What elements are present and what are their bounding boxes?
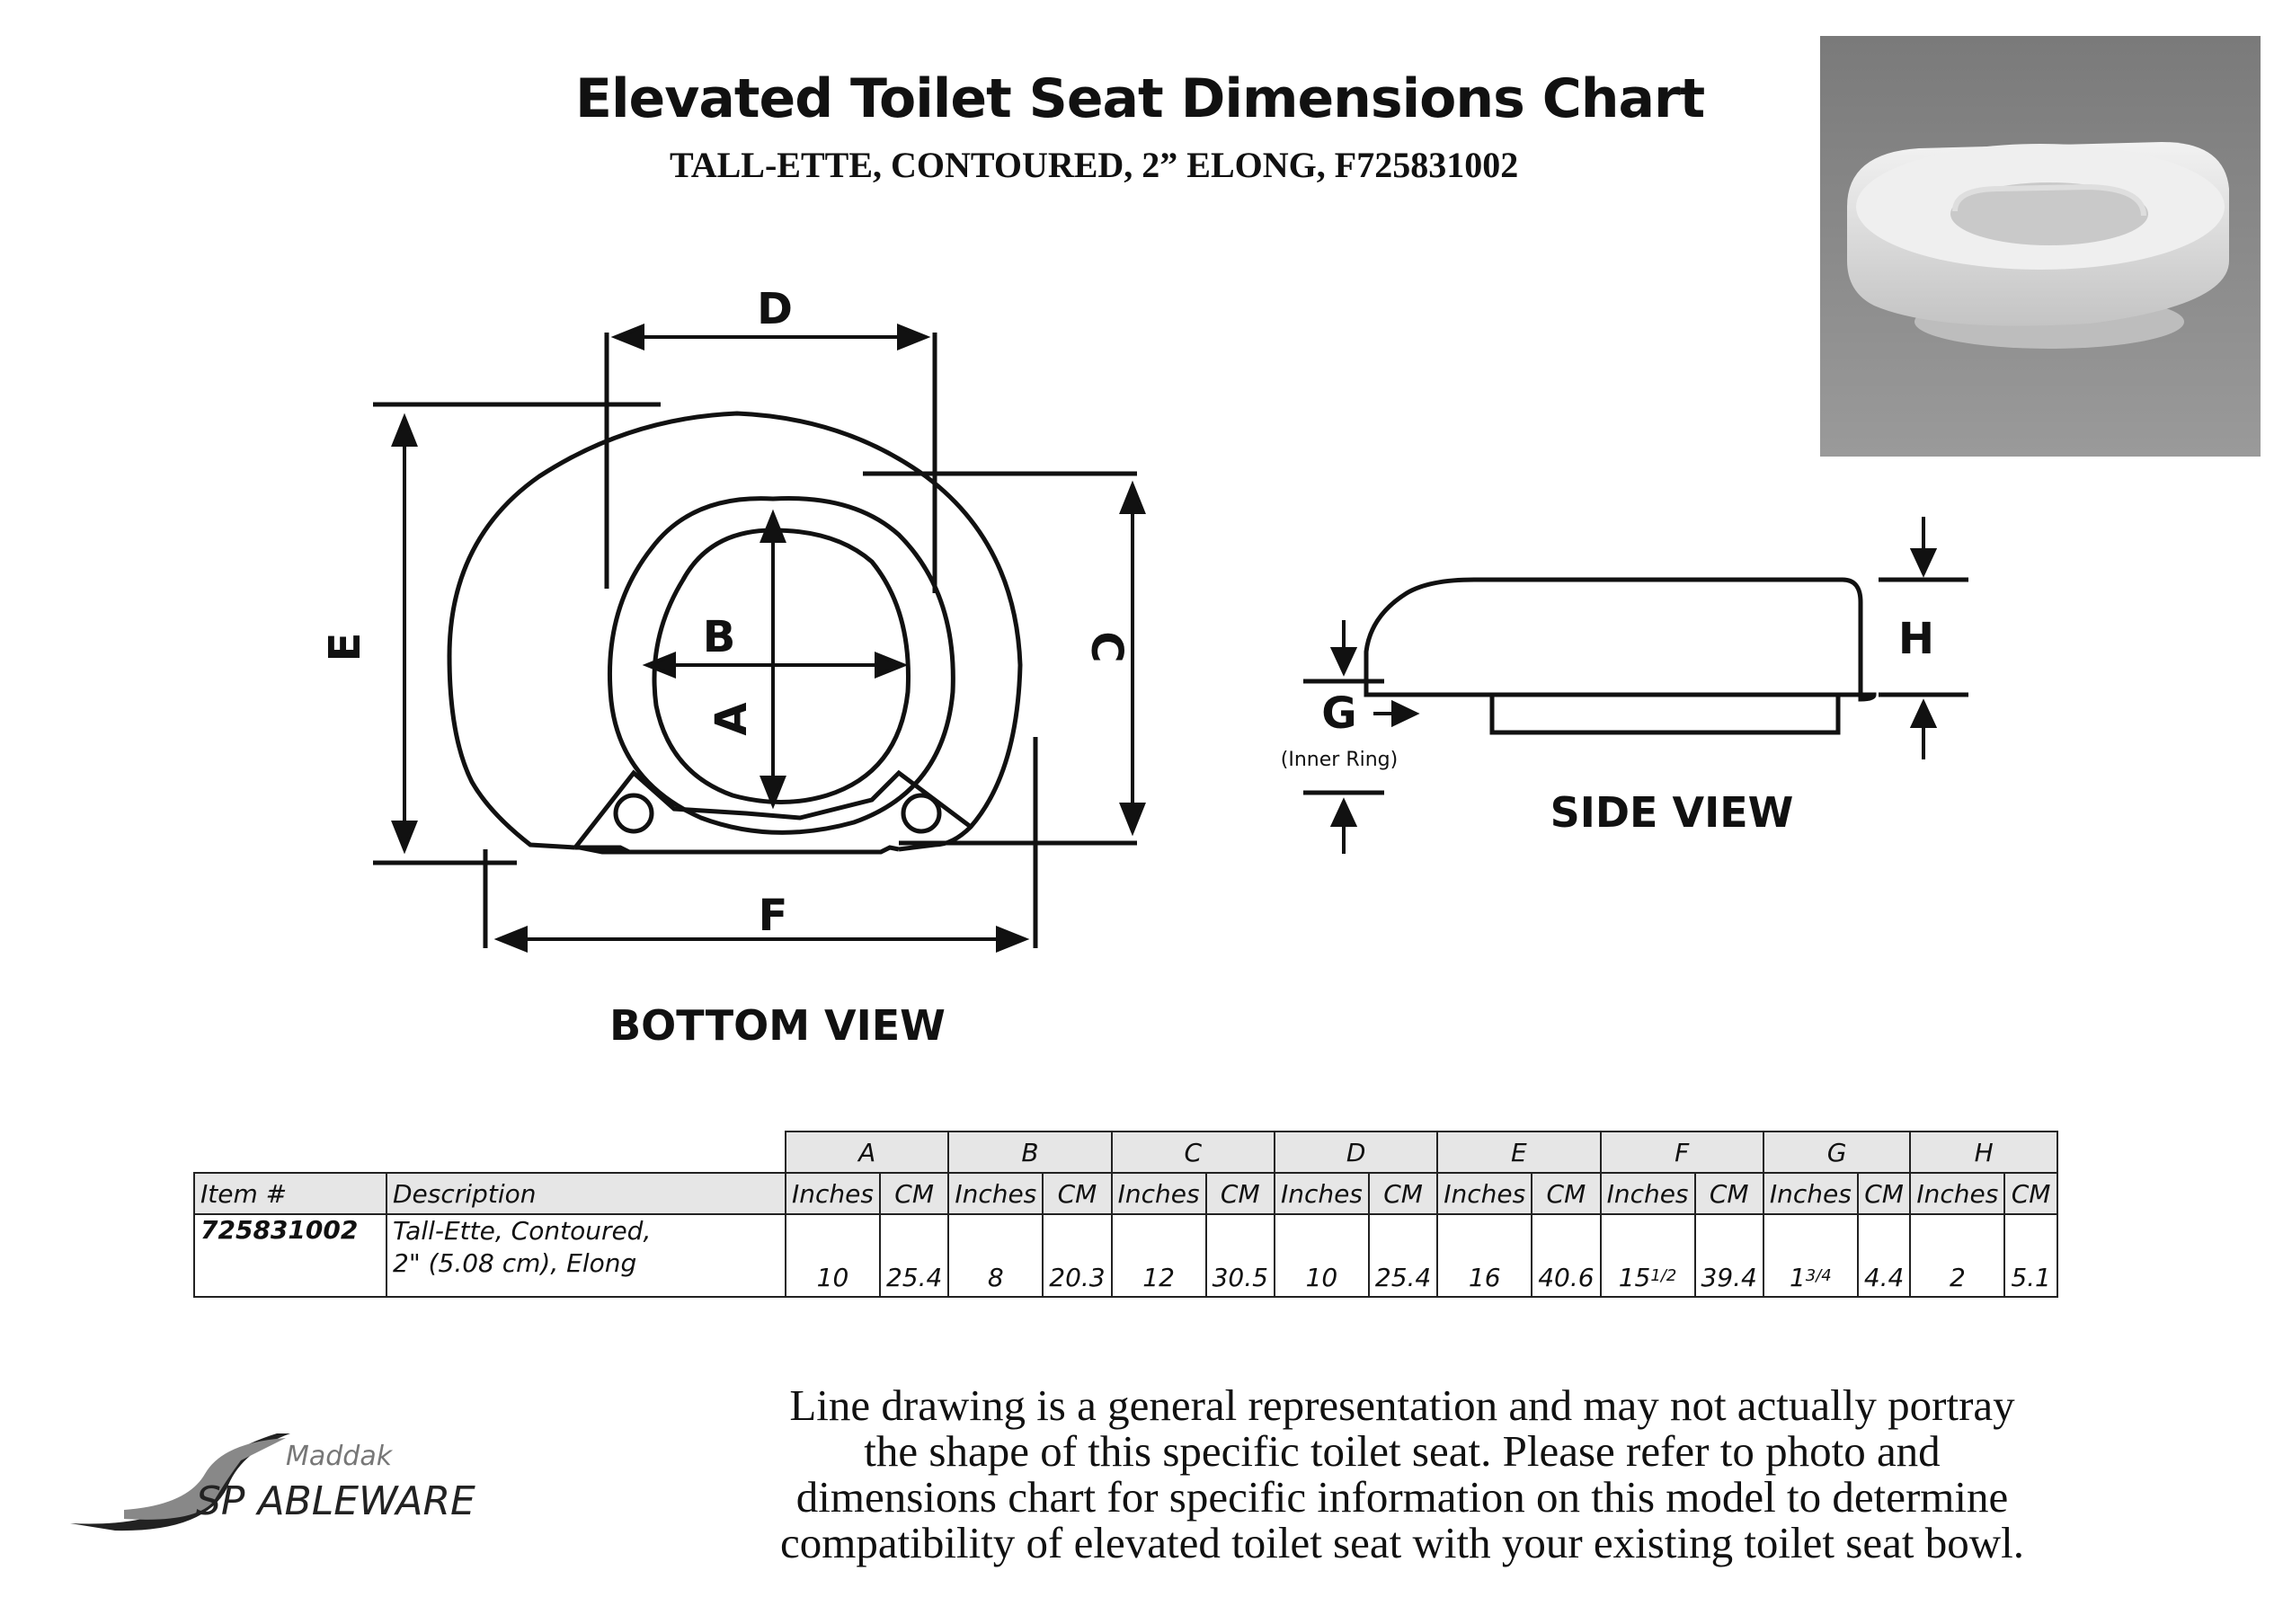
dim-label-h: H bbox=[1897, 614, 1935, 664]
dim-label-d: D bbox=[757, 284, 793, 334]
disclaimer-text: Line drawing is a general representation and may not actually portray the shape of this specific toilet seat. Please refer to photo and dimensions chart for specific information on this model to determine compatibility of elevated toilet seat with your existing toilet seat bowl. bbox=[780, 1380, 2024, 1567]
cell-b-cm: 20.3 bbox=[1043, 1214, 1111, 1297]
unit-inches: Inches bbox=[1763, 1173, 1858, 1214]
unit-inches: Inches bbox=[1275, 1173, 1369, 1214]
unit-inches: Inches bbox=[1112, 1173, 1206, 1214]
product-photo bbox=[1820, 36, 2261, 457]
col-group-g: G bbox=[1763, 1131, 1911, 1173]
cell-f-inches: $15^{1/2}$ bbox=[1601, 1214, 1695, 1297]
unit-cm: CM bbox=[1043, 1173, 1111, 1214]
cell-e-cm: 40.6 bbox=[1532, 1214, 1600, 1297]
cell-f-cm: 39.4 bbox=[1695, 1214, 1763, 1297]
cell-d-cm: 25.4 bbox=[1369, 1214, 1437, 1297]
description-header: Description bbox=[386, 1173, 786, 1214]
bottom-view-label: BOTTOM VIEW bbox=[609, 1001, 946, 1050]
cell-a-cm: 25.4 bbox=[880, 1214, 948, 1297]
table-row bbox=[194, 1214, 2057, 1297]
unit-cm: CM bbox=[880, 1173, 948, 1214]
cell-e-inches: 16 bbox=[1437, 1214, 1532, 1297]
cell-g-inches: $1^{3/4}$ bbox=[1763, 1214, 1858, 1297]
unit-inches: Inches bbox=[948, 1173, 1043, 1214]
col-group-c: C bbox=[1112, 1131, 1275, 1173]
unit-inches: Inches bbox=[1437, 1173, 1532, 1214]
bottom-view-diagram bbox=[324, 270, 1177, 1083]
unit-cm: CM bbox=[1858, 1173, 1911, 1214]
item-header: Item # bbox=[194, 1173, 386, 1214]
cell-d-inches: 10 bbox=[1275, 1214, 1369, 1297]
col-group-e: E bbox=[1437, 1131, 1600, 1173]
col-group-b: B bbox=[948, 1131, 1111, 1173]
side-view-diagram bbox=[1249, 503, 1986, 885]
dim-label-c: C bbox=[1081, 631, 1132, 663]
unit-inches: Inches bbox=[1910, 1173, 2004, 1214]
cell-c-inches: 12 bbox=[1112, 1214, 1206, 1297]
dim-label-b: B bbox=[702, 612, 736, 662]
unit-cm: CM bbox=[1695, 1173, 1763, 1214]
side-view-label: SIDE VIEW bbox=[1550, 788, 1794, 837]
unit-inches: Inches bbox=[786, 1173, 880, 1214]
svg-text:Maddak: Maddak bbox=[286, 1441, 393, 1472]
right-hinge-hole bbox=[903, 795, 939, 831]
svg-text:SP ABLEWARE: SP ABLEWARE bbox=[196, 1478, 475, 1524]
unit-cm: CM bbox=[1206, 1173, 1275, 1214]
unit-cm: CM bbox=[2004, 1173, 2057, 1214]
side-seat-body bbox=[1366, 580, 1874, 699]
item-description: Tall-Ette, Contoured, 2" (5.08 cm), Elong bbox=[386, 1214, 786, 1297]
g-inner-ring-note: (Inner Ring) bbox=[1280, 749, 1399, 771]
unit-cm: CM bbox=[1532, 1173, 1600, 1214]
page-subtitle: TALL-ETTE, CONTOURED, 2” ELONG, F725831002 bbox=[670, 145, 1519, 185]
unit-cm: CM bbox=[1369, 1173, 1437, 1214]
cell-b-inches: 8 bbox=[948, 1214, 1043, 1297]
dim-label-g: G bbox=[1321, 688, 1357, 739]
cell-h-inches: 2 bbox=[1910, 1214, 2004, 1297]
col-group-h: H bbox=[1910, 1131, 2057, 1173]
cell-a-inches: 10 bbox=[786, 1214, 880, 1297]
page-title: Elevated Toilet Seat Dimensions Chart bbox=[575, 67, 1705, 130]
col-group-a: A bbox=[786, 1131, 948, 1173]
cell-g-cm: 4.4 bbox=[1858, 1214, 1911, 1297]
col-group-d: D bbox=[1275, 1131, 1437, 1173]
side-inner-ring bbox=[1492, 695, 1838, 732]
dim-label-a: A bbox=[706, 702, 757, 736]
unit-inches: Inches bbox=[1601, 1173, 1695, 1214]
col-group-f: F bbox=[1601, 1131, 1763, 1173]
sp-ableware-logo bbox=[61, 1424, 600, 1537]
cell-h-cm: 5.1 bbox=[2004, 1214, 2057, 1297]
cell-c-cm: 30.5 bbox=[1206, 1214, 1275, 1297]
left-hinge-hole bbox=[616, 795, 652, 831]
dimensions-table bbox=[193, 1131, 2058, 1298]
dim-label-f: F bbox=[758, 891, 788, 941]
item-number: 725831002 bbox=[194, 1214, 386, 1297]
dim-label-e: E bbox=[324, 632, 370, 662]
